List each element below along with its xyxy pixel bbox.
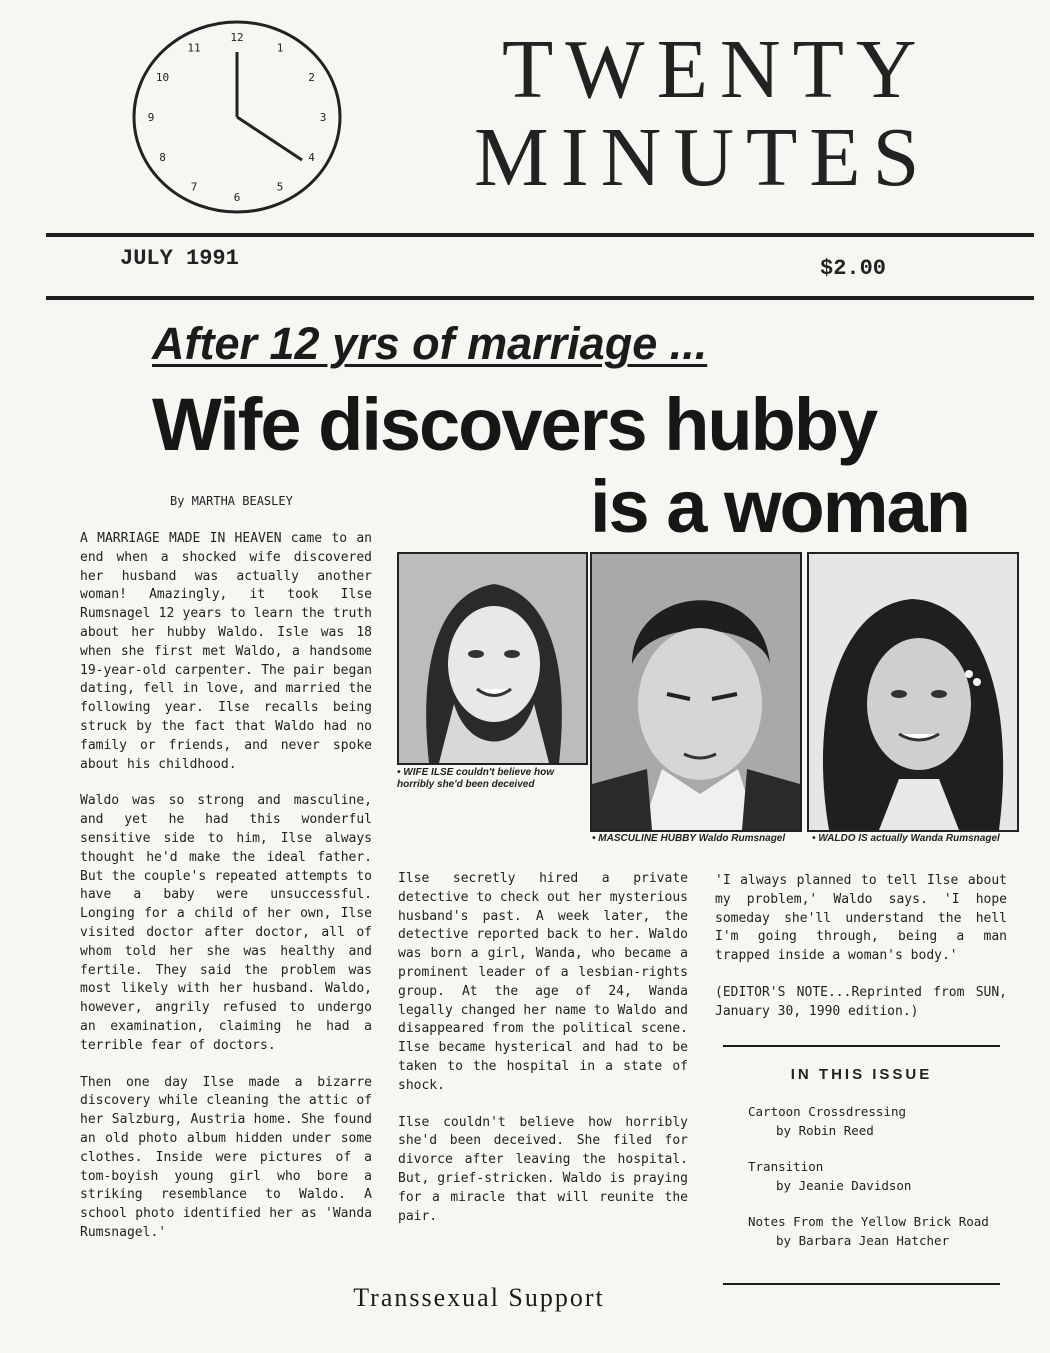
clock-illustration <box>130 18 345 216</box>
article-kicker: After 12 yrs of marriage ... <box>152 318 708 369</box>
masthead-rule-top <box>46 233 1034 237</box>
clock-numeral: 12 <box>230 31 244 44</box>
masthead-rule-bottom <box>46 296 1034 300</box>
contents-list <box>748 1103 1008 1268</box>
clock-numeral: 1 <box>276 41 284 55</box>
issue-price: $2.00 <box>820 256 887 281</box>
contents-item-title: Cartoon Crossdressing <box>748 1104 907 1119</box>
sidebar-title: IN THIS ISSUE <box>790 1066 933 1083</box>
article-paragraph: Waldo was so strong and masculine, and yet he had this wonderful sensitive side to him, Ilse always thought he'd make the ideal father. But the couple's repeated attempts to have a baby were unsuccessful. Longing for a child of her own, Ilse visited doctor after doctor, all of whom told her she was healthy and fertile. They said the problem was most likely with her husband. Waldo, however, angrily refused to undergo an examination, claiming he had a terrible fear of doctors. <box>80 793 372 1053</box>
article-paragraph: A MARRIAGE MADE IN HEAVEN came to an end when a shocked wife discovered her husband was actually another woman! Amazingly, it took Ilse Rumsnagel 12 years to learn the truth about her hubby Waldo. Isle was 18 when she first met Waldo, a handsome 19-year-old carpenter. The pair began dating, fell in love, and married the following year. Ilse recalls being struck by the fact that Waldo had no family or friends, and never spoke about his childhood. <box>80 531 372 772</box>
clock-numeral: 9 <box>147 111 155 124</box>
contents-item <box>748 1213 1008 1250</box>
clock-numeral: 2 <box>308 71 315 84</box>
contents-item-author: by Barbara Jean Hatcher <box>776 1232 950 1248</box>
article-column-3 <box>715 872 1007 1040</box>
clock-numeral: 7 <box>190 180 198 194</box>
headline-line2: is a woman <box>590 465 969 548</box>
editors-note: (EDITOR'S NOTE...Reprinted from SUN, January 30, 1990 edition.) <box>715 984 1007 1019</box>
article-column-1 <box>80 530 372 1261</box>
clock-numeral: 3 <box>319 111 327 124</box>
clock-numeral: 11 <box>187 41 201 55</box>
masthead-title-line2: MINUTES <box>474 111 932 204</box>
clock-numeral: 10 <box>155 71 170 84</box>
contents-item-title: Transition <box>748 1159 824 1174</box>
photo-wife-ilse <box>397 552 588 765</box>
photo-caption: • MASCULINE HUBBY Waldo Rumsnagel <box>592 833 786 844</box>
byline: By MARTHA BEASLEY <box>170 494 293 508</box>
contents-item-title: Notes From the Yellow Brick Road <box>748 1214 989 1229</box>
contents-item-author: by Jeanie Davidson <box>776 1177 912 1193</box>
issue-date: JULY 1991 <box>120 246 239 271</box>
masthead-title-line1: TWENTY <box>502 23 929 116</box>
clock-numeral: 4 <box>308 151 315 164</box>
article-paragraph: 'I always planned to tell Ilse about my problem,' Waldo says. 'I hope someday she'll understand the hell I'm going through, being a man trapped inside a woman's body.' <box>715 873 1007 964</box>
headline-line1: Wife discovers hubby <box>152 383 877 466</box>
clock-numeral: 5 <box>276 180 284 194</box>
contents-item <box>748 1103 1008 1140</box>
sidebar-rule-top <box>723 1045 1000 1047</box>
photo-caption: • WIFE ILSE couldn't believe how horribly she'd been deceived <box>397 767 555 790</box>
article-paragraph: Then one day Ilse made a bizarre discovery while cleaning the attic of her Salzburg, Austria home. She found an old photo album hidden under some clothes. Inside were pictures of a tom-boyish young girl who bore a striking resemblance to Waldo. A school photo identified her as 'Wanda Rumsnagel.' <box>80 1074 372 1240</box>
photo-waldo-wanda <box>807 552 1019 832</box>
clock-numeral: 8 <box>159 151 166 164</box>
clock-hour-hand <box>237 117 302 160</box>
photo-caption: • WALDO IS actually Wanda Rumsnagel <box>812 833 1000 844</box>
article-paragraph: Ilse secretly hired a private detective to check out her mysterious husband's past. A week later, the detective reported back to her. Waldo was born a girl, Wanda, who became a prominent leader of a lesbian-rights group. At the age of 24, Wanda legally changed her name to Waldo and disappeared from the political scene. Ilse became hysterical and had to be taken to the hospital in a state of shock. <box>398 871 688 1093</box>
article-column-2 <box>398 870 688 1244</box>
contents-item <box>748 1158 1008 1195</box>
footer-tagline: Transsexual Support <box>353 1283 605 1312</box>
article-paragraph: Ilse couldn't believe how horribly she'd been deceived. She filed for divorce after leaving the hospital. But, grief-stricken. Waldo is praying for a miracle that will reunite the pair. <box>398 1114 688 1224</box>
clock-numeral: 6 <box>233 191 241 204</box>
photo-masculine-hubby <box>590 552 802 832</box>
contents-item-author: by Robin Reed <box>776 1122 874 1138</box>
